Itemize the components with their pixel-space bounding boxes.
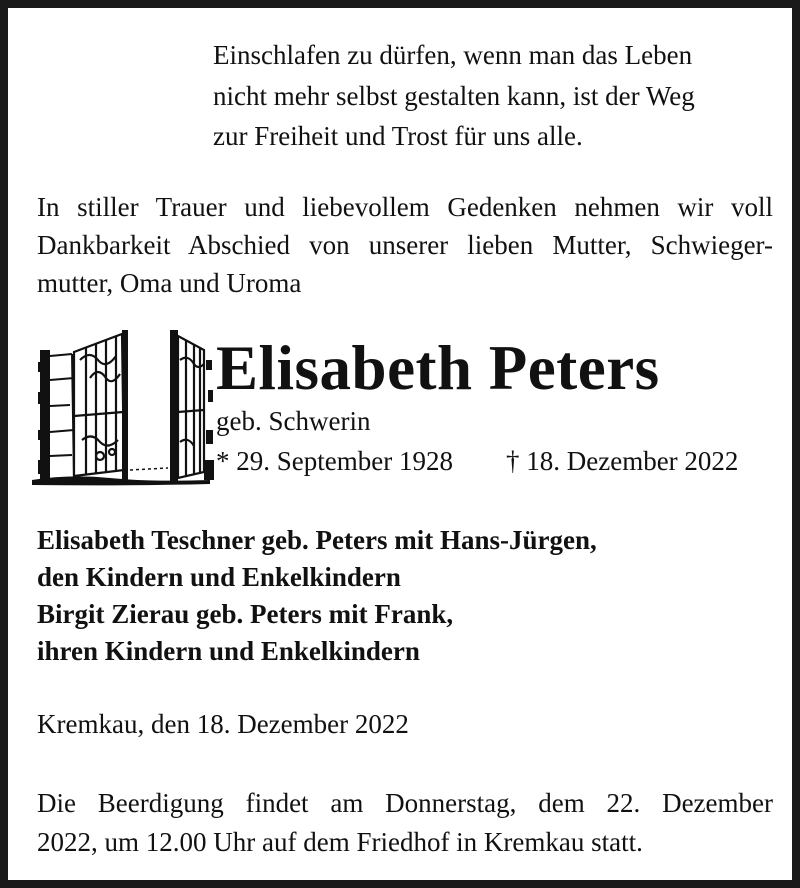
funeral-line-2: 2022, um 12.00 Uhr auf dem Friedhof in Kremkau statt. <box>37 827 643 857</box>
quote-line-3: zur Freiheit und Trost für uns alle. <box>213 121 583 151</box>
place-date: Kremkau, den 18. Dezember 2022 <box>37 709 409 739</box>
open-garden-gate-icon <box>30 320 220 490</box>
mourner-line-4: ihren Kindern und Enkelkindern <box>37 636 420 666</box>
mourner-line-2: den Kindern und Enkelkindern <box>37 562 401 592</box>
deceased-name: Elisabeth Peters <box>216 333 660 403</box>
intro-line-3: mutter, Oma und Uroma <box>37 268 302 298</box>
quote-line-1: Einschlafen zu dürfen, wenn man das Leben <box>213 40 693 70</box>
mourner-line-3: Birgit Zierau geb. Peters mit Frank, <box>37 599 454 629</box>
death-date: † 18. Dezember 2022 <box>506 446 739 476</box>
mourner-line-1: Elisabeth Teschner geb. Peters mit Hans-Jürgen, <box>37 525 597 555</box>
quote-line-2: nicht mehr selbst gestalten kann, ist der Weg <box>213 81 695 111</box>
birth-date: * 29. September 1928 <box>216 446 453 476</box>
maiden-name: geb. Schwerin <box>216 406 371 436</box>
intro-line-2: Dankbarkeit Abschied von unserer lieben Mutter, Schwieger- <box>37 230 773 260</box>
funeral-line-1: Die Beerdigung findet am Donnerstag, dem 22. Dezember <box>37 788 773 818</box>
intro-line-1: In stiller Trauer und liebevollem Gedenken nehmen wir voll <box>37 192 773 222</box>
